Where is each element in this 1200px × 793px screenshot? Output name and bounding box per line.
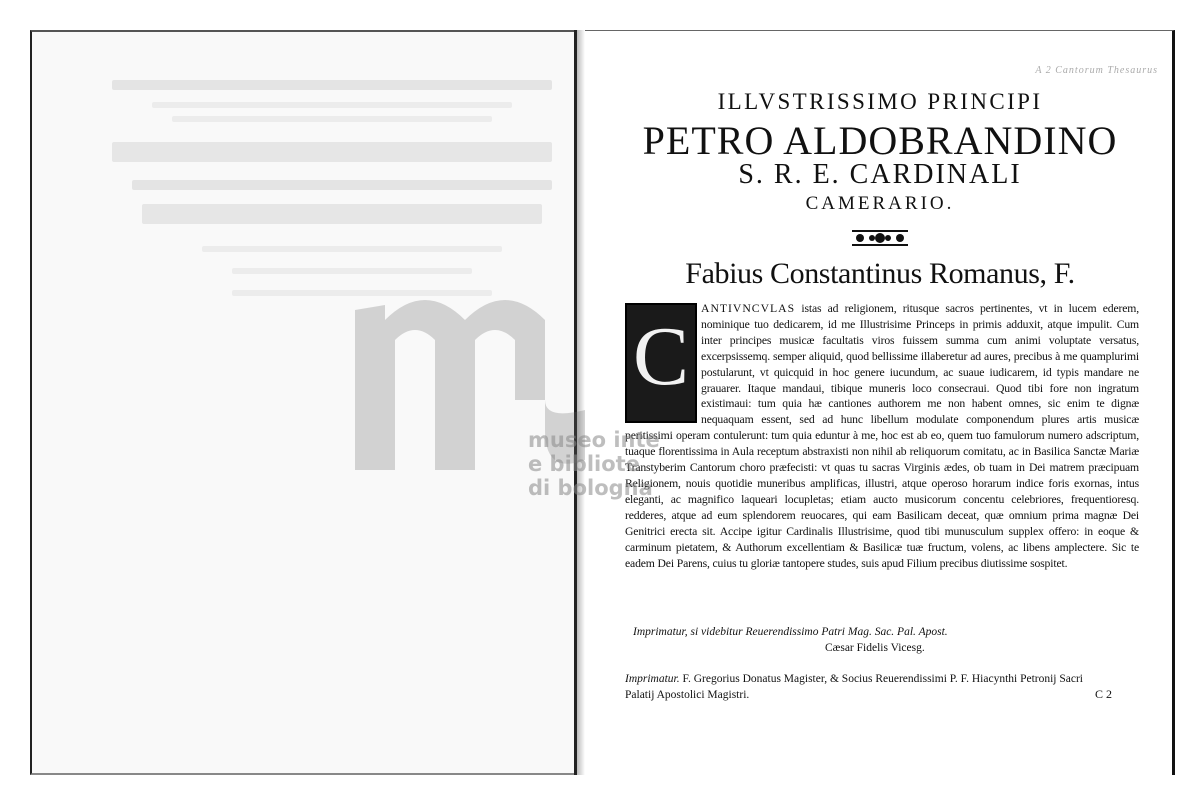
dedication-body-text [625,301,1139,571]
body-paragraph: istas ad religionem, ritusque sacros pertinentes, vt in lucem ederem, nominique tuo dedicarem, id me Illustrisime Princeps in primis adduxit, atque impulit. Cum inter principes musicæ facultatis viros fuissem summa cum animi voluptate versatus, excerpsissemq. semper aliquid, quod bellissime illaberetur ad aures, precibus à me quamplurimi postularunt, vt quicquid in hoc genere iucundum, ac suaue iudicarem, id typis mandare ne grauarer. Itaque mandaui, tibique muneris loco consecraui. Quod tibi fore non ingratum existimaui: tum quia hæ cantiones authorem me non habent omnes, sic enim te dignæ nequaquam essent, sed ad hunc libellum modulate componendum plures artis musicæ peritissimi operam contulerunt: tum quia eduntur à me, hoc est ab eo, quem tuo famulorum numero adscriptum, tuaque florentissima in Aula receptum abstraxisti non nihil ab reliquorum comitatu, ac in Basilica Sanctæ Mariæ Transtyberim Cantorum choro præfecisti: vt quas tu sacras Virginis ædes, ob tuam in Dei matrem præcipuam Religionem, nouis quotidie muneribus amplificas, illustri, atque operoso horarum indice foris exornas, intus eleganti, ac magnifico laqueari locupletas; etiam aucto musicorum concentu celebriores, frequentioresq. redderes, atque ad eum splendorem reuocares, qui eam Basilicam deceat, quæ omnium prima magnæ Dei Genitrici erecta sit. Accipe igitur Cardinalis Illustrisime, quod tibi munusculum supplex offero: in eoque & carminum pietatem, & Authorum excellentiam & Basilicæ tuæ fructum, volens, ac libens amplectere. Sic te eadem Dei Parens, cuius tu gloriæ tantopere studes, suis apud Filium precibus diutissime sospitet. [625,302,1139,570]
library-watermark-text [528,428,660,500]
dedication-line-3: S. R. E. CARDINALI [738,159,1022,190]
watermark-line-3: di bologna [528,476,653,500]
initial-letter: C [632,310,690,403]
dedication-line-2: PETRO ALDOBRANDINO [642,118,1118,163]
fleuron-ornament-icon [850,227,910,249]
dedication-line-4: CAMERARIO. [805,193,955,214]
imprimatur-second [625,671,1105,703]
gutter-shadow [577,30,585,775]
imprimatur-first-signatory: Cæsar Fidelis Vicesg. [825,642,925,654]
author-line: Fabius Constantinus Romanus, F. [685,257,1075,290]
running-head: A 2 Cantorum Thesaurus [1035,65,1158,76]
show-through-line [152,102,512,108]
show-through-line [172,116,492,122]
lead-word: ANTIVNCVLAS [701,302,796,315]
signature-mark: C 2 [1094,687,1112,701]
show-through-line [232,290,492,296]
imprimatur-label: Imprimatur. [625,673,680,685]
show-through-line [132,180,552,190]
left-page [30,30,575,775]
show-through-line [142,204,542,224]
imprimatur-second-text: F. Gregorius Donatus Magister, & Socius Reuerendissimi P. F. Hiacynthi Petronij Sacri Palatij Apostolici Magistri. [625,673,1083,701]
show-through-line [112,142,552,162]
show-through-line [232,268,472,274]
watermark-line-2: e bibliote [528,452,640,476]
right-page [585,30,1175,775]
imprimatur-first: Imprimatur, si videbitur Reuerendissimo Patri Mag. Sac. Pal. Apost. [633,626,948,638]
watermark-line-1: museo inte [528,428,660,452]
dedication-line-1: ILLVSTRISSIMO PRINCIPI [717,89,1043,114]
show-through-line [112,80,552,90]
show-through-line [202,246,502,252]
